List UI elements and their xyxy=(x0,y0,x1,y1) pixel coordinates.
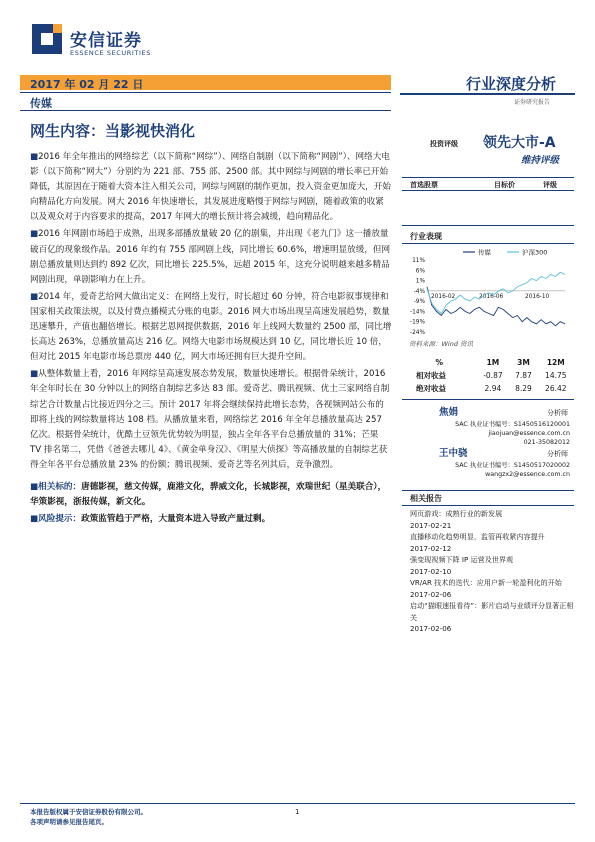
y-tick-label: -19% xyxy=(410,319,425,326)
perf-header-3m: 3M xyxy=(517,358,530,367)
related-item-date: 2017-02-06 xyxy=(410,624,452,633)
chart-source: 资料来源：Wind 资讯 xyxy=(409,340,474,348)
legend-industry-label: 传媒 xyxy=(478,248,491,257)
rating-status: 维持评级 xyxy=(521,155,560,166)
page-number: 1 xyxy=(295,808,300,816)
analyst-email[interactable]: jiaojuan@essence.com.cn xyxy=(488,430,570,437)
x-tick-label: 2016-02 xyxy=(431,293,456,300)
analyst-role: 分析师 xyxy=(547,450,568,458)
bullet-icon: ■ xyxy=(30,514,39,525)
y-tick-label: 1% xyxy=(415,278,425,285)
related-item-date: 2017-02-21 xyxy=(410,520,452,530)
bullet-icon: ■ xyxy=(30,369,39,380)
right-header-divider xyxy=(400,93,575,95)
performance-chart xyxy=(405,246,570,336)
bullet-icon: ■ xyxy=(30,152,39,162)
paragraph-4 xyxy=(30,367,392,473)
row-value: 8.29 xyxy=(515,384,532,393)
risk-text: 政策监管趋于严格，大量资本进入导致产量过剩。 xyxy=(81,514,271,525)
related-item-title[interactable]: 启动“猫眼速报看待”：影片启动与业绩评分显著正相关 xyxy=(410,601,574,622)
paragraph-4-text: 从整体数量上看，2016 年网综呈高速发展态势发展，数量快速增长。根据骨朵统计，2016 年全年时长在 30 分钟以上的网络自制综艺多达 83 部。爱奇艺、腾讯视频、优土三家网络自制综艺合计数量占比接近四分之三。预计 2017 年将会继续保持此增长态势，各视频网站公布的即将上线的网综数量将达 108 档。从播放量来看，网络综艺 2016 年全年总播放量高达 257 亿次。根据骨朵统计，优酷土豆领先优势较为明显，独占全年各平台总播放量的 31%；芒果 TV 排名第二，凭借《爸爸去哪儿 4》、《黄金单身汉》、《明星大侦探》等高播放量的自制综艺获得全年各平台总播放量 23% 的份额；腾讯视频、爱奇艺等名列其后，竞争激烈。 xyxy=(30,369,390,470)
rating-label: 投资评级 xyxy=(430,140,458,148)
perf-header-pct: % xyxy=(435,358,443,367)
bullet-icon: ■ xyxy=(30,291,39,302)
analyst-role: 分析师 xyxy=(547,409,568,417)
rating-value: 领先大市-A xyxy=(483,135,556,151)
company-logo xyxy=(32,24,172,62)
list-item[interactable] xyxy=(410,600,575,635)
row-value: 7.87 xyxy=(515,371,532,380)
bullet-icon: ■ xyxy=(30,481,39,492)
stock-table-bottom-rule xyxy=(402,225,574,226)
stock-table-top-rule xyxy=(402,177,574,178)
report-dept: 证券研究报告 xyxy=(514,99,551,106)
list-item[interactable] xyxy=(410,554,575,577)
report-date: 2017 年 02 月 22 日 xyxy=(30,78,144,91)
brand-name-cn: 安信证券 xyxy=(70,31,142,51)
related-targets xyxy=(30,480,392,510)
analyst-email[interactable]: wangzx2@essence.com.cn xyxy=(485,471,570,478)
y-tick-label: 11% xyxy=(412,258,425,264)
perf-header-12m: 12M xyxy=(546,358,565,367)
related-item-title[interactable]: 网页游戏：成熟行业的新发展 xyxy=(410,509,503,518)
analyst-name: 焦娟 xyxy=(439,407,459,418)
paragraph-1 xyxy=(30,150,392,225)
related-item-date: 2017-02-10 xyxy=(410,566,452,576)
paragraph-1-text: 2016 年全年推出的网络综艺（以下简称“网综”）、网络自制剧（以下简称“网剧”）、网络大电影（以下简称“网大”）分别约为 221 部、755 部、2500 部。其中网综与网剧的增长率已开始降低，其原因在于随着大资本注入相关公司，网综与网剧的制作更加，投入资金更加庞大，开始向精品化方向发展。网大 2016 年快速增长，其发展进度略慢于网综与网剧，随着政策的收紧以及观众对于内容要求的提高，2017 年网大的增长预计将会减缓，趋向精品化。 xyxy=(30,152,391,223)
main-body xyxy=(30,150,392,529)
row-value: 26.42 xyxy=(545,384,567,393)
performance-header-row xyxy=(402,356,574,369)
x-tick-label: 2016-10 xyxy=(525,293,550,300)
paragraph-2 xyxy=(30,227,392,287)
page-title: 网生内容：当影视快消化 xyxy=(30,122,196,140)
related-top-rule xyxy=(402,490,574,491)
related-item-title[interactable]: 直播移动化趋势明显，监管再收紧内容提升 xyxy=(410,532,545,541)
row-label: 相对收益 xyxy=(416,371,446,380)
row-value: -0.87 xyxy=(483,371,503,380)
related-list xyxy=(410,508,575,635)
risk-warning xyxy=(30,512,392,527)
performance-table xyxy=(402,356,574,395)
risk-label: 风险提示： xyxy=(38,514,82,525)
footer-copyright: 本报告版权属于安信证券股份有限公司。 xyxy=(30,808,147,816)
analyst-card-2 xyxy=(402,449,574,479)
table-row xyxy=(402,382,574,395)
row-value: 2.94 xyxy=(484,384,502,393)
sub-divider xyxy=(20,110,391,111)
row-label: 绝对收益 xyxy=(416,384,446,393)
report-type: 行业深度分析 xyxy=(466,75,557,93)
analyst-cert: SAC 执业证书编号：S1450517020002 xyxy=(455,462,570,469)
y-tick-label: -14% xyxy=(410,309,425,316)
y-tick-label: -24% xyxy=(410,330,425,336)
related-title: 相关报告 xyxy=(410,494,442,503)
legend-index-label: 沪深300 xyxy=(522,248,548,257)
y-tick-label: -4% xyxy=(413,288,425,295)
header-divider xyxy=(20,92,391,93)
y-tick-label: 6% xyxy=(415,268,425,275)
targets-text: 唐德影视，慈文传媒，鹿港文化，骅威文化，长城影视，欢瑞世纪（星美联合），华策影视，浙报传媒，新文化。 xyxy=(30,481,387,508)
logo-mark-icon xyxy=(32,24,62,54)
list-item[interactable] xyxy=(410,577,575,600)
bullet-icon: ■ xyxy=(30,229,39,240)
performance-table-rule xyxy=(402,399,574,400)
targets-label: 相关标的： xyxy=(38,481,82,492)
paragraph-2-text: 2016 年网剧市场趋于成熟，出现多部播放量破 20 亿的剧集，并出现《老九门》这一播放量破百亿的现象级作品。2016 年约有 755 部网剧上线，同比增长 60.6%，增速明显放缓，但网剧总播放量则达到约 892 亿次，同比增长 225.5%，远超 2015 年，这充分说明越来越多精品网剧出现，单剧影响力在上升。 xyxy=(30,229,391,285)
list-item[interactable] xyxy=(410,508,575,531)
stock-table-header-rule xyxy=(402,190,574,191)
related-header-rule xyxy=(402,505,574,506)
industry-label: 传媒 xyxy=(30,97,52,110)
x-tick-label: 2016-06 xyxy=(479,293,504,300)
performance-rule xyxy=(402,243,574,244)
related-item-title[interactable]: VR/AR 技术的迭代：应用户新一轮盈利化的开始 xyxy=(410,578,562,587)
paragraph-3 xyxy=(30,290,392,365)
list-item[interactable] xyxy=(410,531,575,554)
performance-title: 行业表现 xyxy=(410,232,442,241)
table-row xyxy=(402,369,574,382)
date-bar xyxy=(20,75,391,90)
paragraph-3-text: 2014 年，爱奇艺给网大做出定义：在网络上发行，时长超过 60 分钟，符合电影叙事规律和国家相关政策法规，以及付费点播模式分账的电影。2016 网大市场出现呈高速发展趋势，数量迅速攀升，产值也翻倍增长。根据艺恩网提供数据，2016 年上线网大数量约 2500 部，同比增长高达 263%，总播放量高达 216 亿。网络大电影市场规模达到 10 亿，同比增长近 10 倍，但对比 2015 年电影市场总票房 440 亿，网大市场还拥有巨大提升空间。 xyxy=(30,291,392,363)
row-value: 14.75 xyxy=(545,371,567,380)
stock-rating-col-header: 评级 xyxy=(543,181,557,189)
brand-name-en: ESSENCE SECURITIES xyxy=(70,49,151,57)
y-tick-label: -9% xyxy=(413,299,425,306)
footer-disclaimer xyxy=(30,807,147,827)
related-item-date: 2017-02-12 xyxy=(410,543,452,553)
target-price-col-header: 目标价 xyxy=(494,181,515,189)
analyst-cert: SAC 执业证书编号：S1450516120001 xyxy=(455,421,570,428)
related-item-date: 2017-02-06 xyxy=(410,589,452,599)
analyst-card-1 xyxy=(402,408,574,447)
analyst-name: 王中骁 xyxy=(439,448,468,459)
analyst-phone: 021-35082012 xyxy=(523,439,570,446)
related-item-title[interactable]: 强变现视频下降 IP 运营及世界观 xyxy=(410,555,514,564)
footer-rule xyxy=(20,803,575,804)
stock-col-header: 首选股票 xyxy=(410,181,438,189)
footer-notice: 各项声明请参见报告尾页。 xyxy=(30,818,108,826)
perf-header-1m: 1M xyxy=(486,358,500,367)
